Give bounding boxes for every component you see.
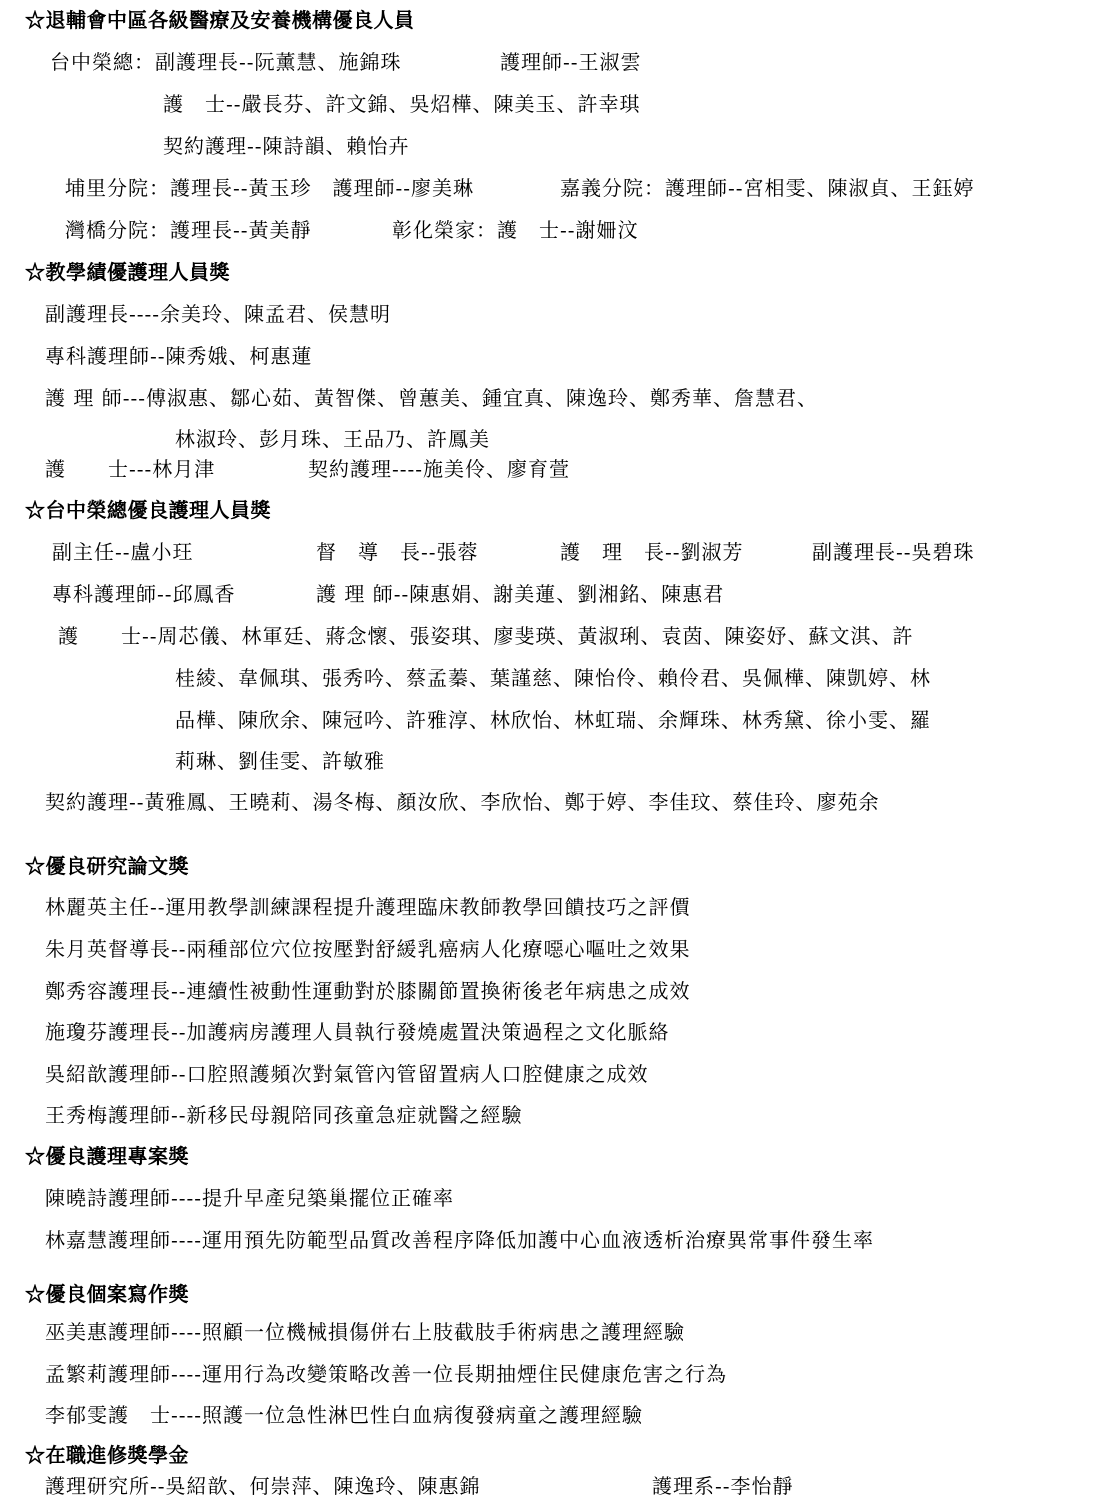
vac-line-1-a: 台中榮總：副護理長--阮薰慧、施錦珠 — [50, 50, 402, 74]
scholarship-line-1-a: 護理研究所--吳紹歆、何崇萍、陳逸玲、陳惠錦 — [45, 1474, 481, 1498]
vac-line-4-b: 嘉義分院：護理師--宮相雯、陳淑貞、王鈺婷 — [560, 176, 975, 200]
vac-line-3: 契約護理--陳詩韻、賴怡卉 — [163, 134, 410, 158]
section-heading-case-writing: ☆優良個案寫作獎 — [25, 1282, 189, 1306]
vac-line-1-b: 護理師--王淑雲 — [500, 50, 642, 74]
vac-line-5 — [0, 218, 1103, 242]
scholarship-line-1 — [0, 1474, 1103, 1498]
tcvgh-line-1-c: 護 理 長--劉淑芳 — [560, 540, 744, 564]
project-item: 陳曉詩護理師----提升早產兒築巢擺位正確率 — [45, 1186, 455, 1210]
vac-line-1 — [0, 50, 1103, 74]
research-item: 鄭秀容護理長--連續性被動性運動對於膝關節置換術後老年病患之成效 — [45, 979, 691, 1003]
research-item: 朱月英督導長--兩種部位穴位按壓對舒緩乳癌病人化療噁心嘔吐之效果 — [45, 937, 691, 961]
project-item: 林嘉慧護理師----運用預先防範型品質改善程序降低加護中心血液透析治療異常事件發生率 — [45, 1228, 875, 1252]
case-writing-item: 巫美惠護理師----照顧一位機械損傷併右上肢截肢手術病患之護理經驗 — [45, 1320, 686, 1344]
section-heading-project: ☆優良護理專案獎 — [25, 1144, 189, 1168]
vac-line-2: 護 士--嚴長芬、許文錦、吳炤樺、陳美玉、許幸琪 — [163, 92, 641, 116]
tcvgh-line-4: 桂綾、韋佩琪、張秀吟、蔡孟蓁、葉謹慈、陳怡伶、賴伶君、吳佩樺、陳凱婷、林 — [175, 666, 931, 690]
tcvgh-line-2 — [0, 582, 1103, 606]
tcvgh-line-7: 契約護理--黃雅鳳、王曉莉、湯冬梅、顏汝欣、李欣怡、鄭于婷、李佳玟、蔡佳玲、廖苑余 — [45, 790, 880, 814]
tcvgh-line-5: 品樺、陳欣余、陳冠吟、許雅淳、林欣怡、林虹瑞、余輝珠、林秀黛、徐小雯、羅 — [175, 708, 931, 732]
scholarship-line-1-b: 護理系--李怡靜 — [652, 1474, 794, 1498]
tcvgh-line-3: 護 士--周芯儀、林軍廷、蔣念懷、張姿琪、廖斐瑛、黃淑琍、袁茵、陳姿妤、蘇文淇、許 — [58, 624, 914, 648]
teaching-line-2: 專科護理師--陳秀娥、柯惠蓮 — [45, 344, 313, 368]
teaching-line-5-a: 護 士---林月津 — [45, 457, 216, 481]
section-heading-vac-central: ☆退輔會中區各級醫療及安養機構優良人員 — [25, 8, 415, 32]
vac-line-5-b: 彰化榮家：護 士--謝姍汶 — [392, 218, 639, 242]
teaching-line-1: 副護理長----余美玲、陳孟君、侯慧明 — [45, 302, 392, 326]
tcvgh-line-1-b: 督 導 長--張蓉 — [316, 540, 479, 564]
tcvgh-line-1-a: 副主任--盧小玨 — [52, 540, 194, 564]
teaching-line-3: 護 理 師---傅淑惠、鄒心茹、黃智傑、曾蕙美、鍾宜真、陳逸玲、鄭秀華、詹慧君、 — [45, 386, 818, 410]
vac-line-4 — [0, 176, 1103, 200]
vac-line-4-a: 埔里分院：護理長--黃玉珍 護理師--廖美琳 — [65, 176, 475, 200]
vac-line-5-a: 灣橋分院：護理長--黃美靜 — [65, 218, 312, 242]
teaching-line-5 — [0, 457, 1103, 481]
section-heading-teaching: ☆教學績優護理人員獎 — [25, 260, 230, 284]
tcvgh-line-1 — [0, 540, 1103, 564]
section-heading-tcvgh: ☆台中榮總優良護理人員獎 — [25, 498, 271, 522]
research-item: 施瓊芬護理長--加護病房護理人員執行發燒處置決策過程之文化脈絡 — [45, 1020, 670, 1044]
section-heading-research: ☆優良研究論文獎 — [25, 854, 189, 878]
case-writing-item: 孟繁莉護理師----運用行為改變策略改善一位長期抽煙住民健康危害之行為 — [45, 1362, 728, 1386]
case-writing-item: 李郁雯護 士----照護一位急性淋巴性白血病復發病童之護理經驗 — [45, 1403, 644, 1427]
research-item: 王秀梅護理師--新移民母親陪同孩童急症就醫之經驗 — [45, 1103, 523, 1127]
tcvgh-line-2-b: 護 理 師--陳惠娟、謝美蓮、劉湘銘、陳惠君 — [316, 582, 725, 606]
research-item: 吳紹歆護理師--口腔照護頻次對氣管內管留置病人口腔健康之成效 — [45, 1062, 649, 1086]
teaching-line-4: 林淑玲、彭月珠、王品乃、許鳳美 — [175, 427, 490, 451]
tcvgh-line-2-a: 專科護理師--邱鳳香 — [52, 582, 236, 606]
research-item: 林麗英主任--運用教學訓練課程提升護理臨床教師教學回饋技巧之評價 — [45, 895, 691, 919]
tcvgh-line-6: 莉琳、劉佳雯、許敏雅 — [175, 749, 385, 773]
tcvgh-line-1-d: 副護理長--吳碧珠 — [812, 540, 975, 564]
teaching-line-5-b: 契約護理----施美伶、廖育萱 — [308, 457, 571, 481]
section-heading-scholarship: ☆在職進修獎學金 — [25, 1443, 189, 1467]
